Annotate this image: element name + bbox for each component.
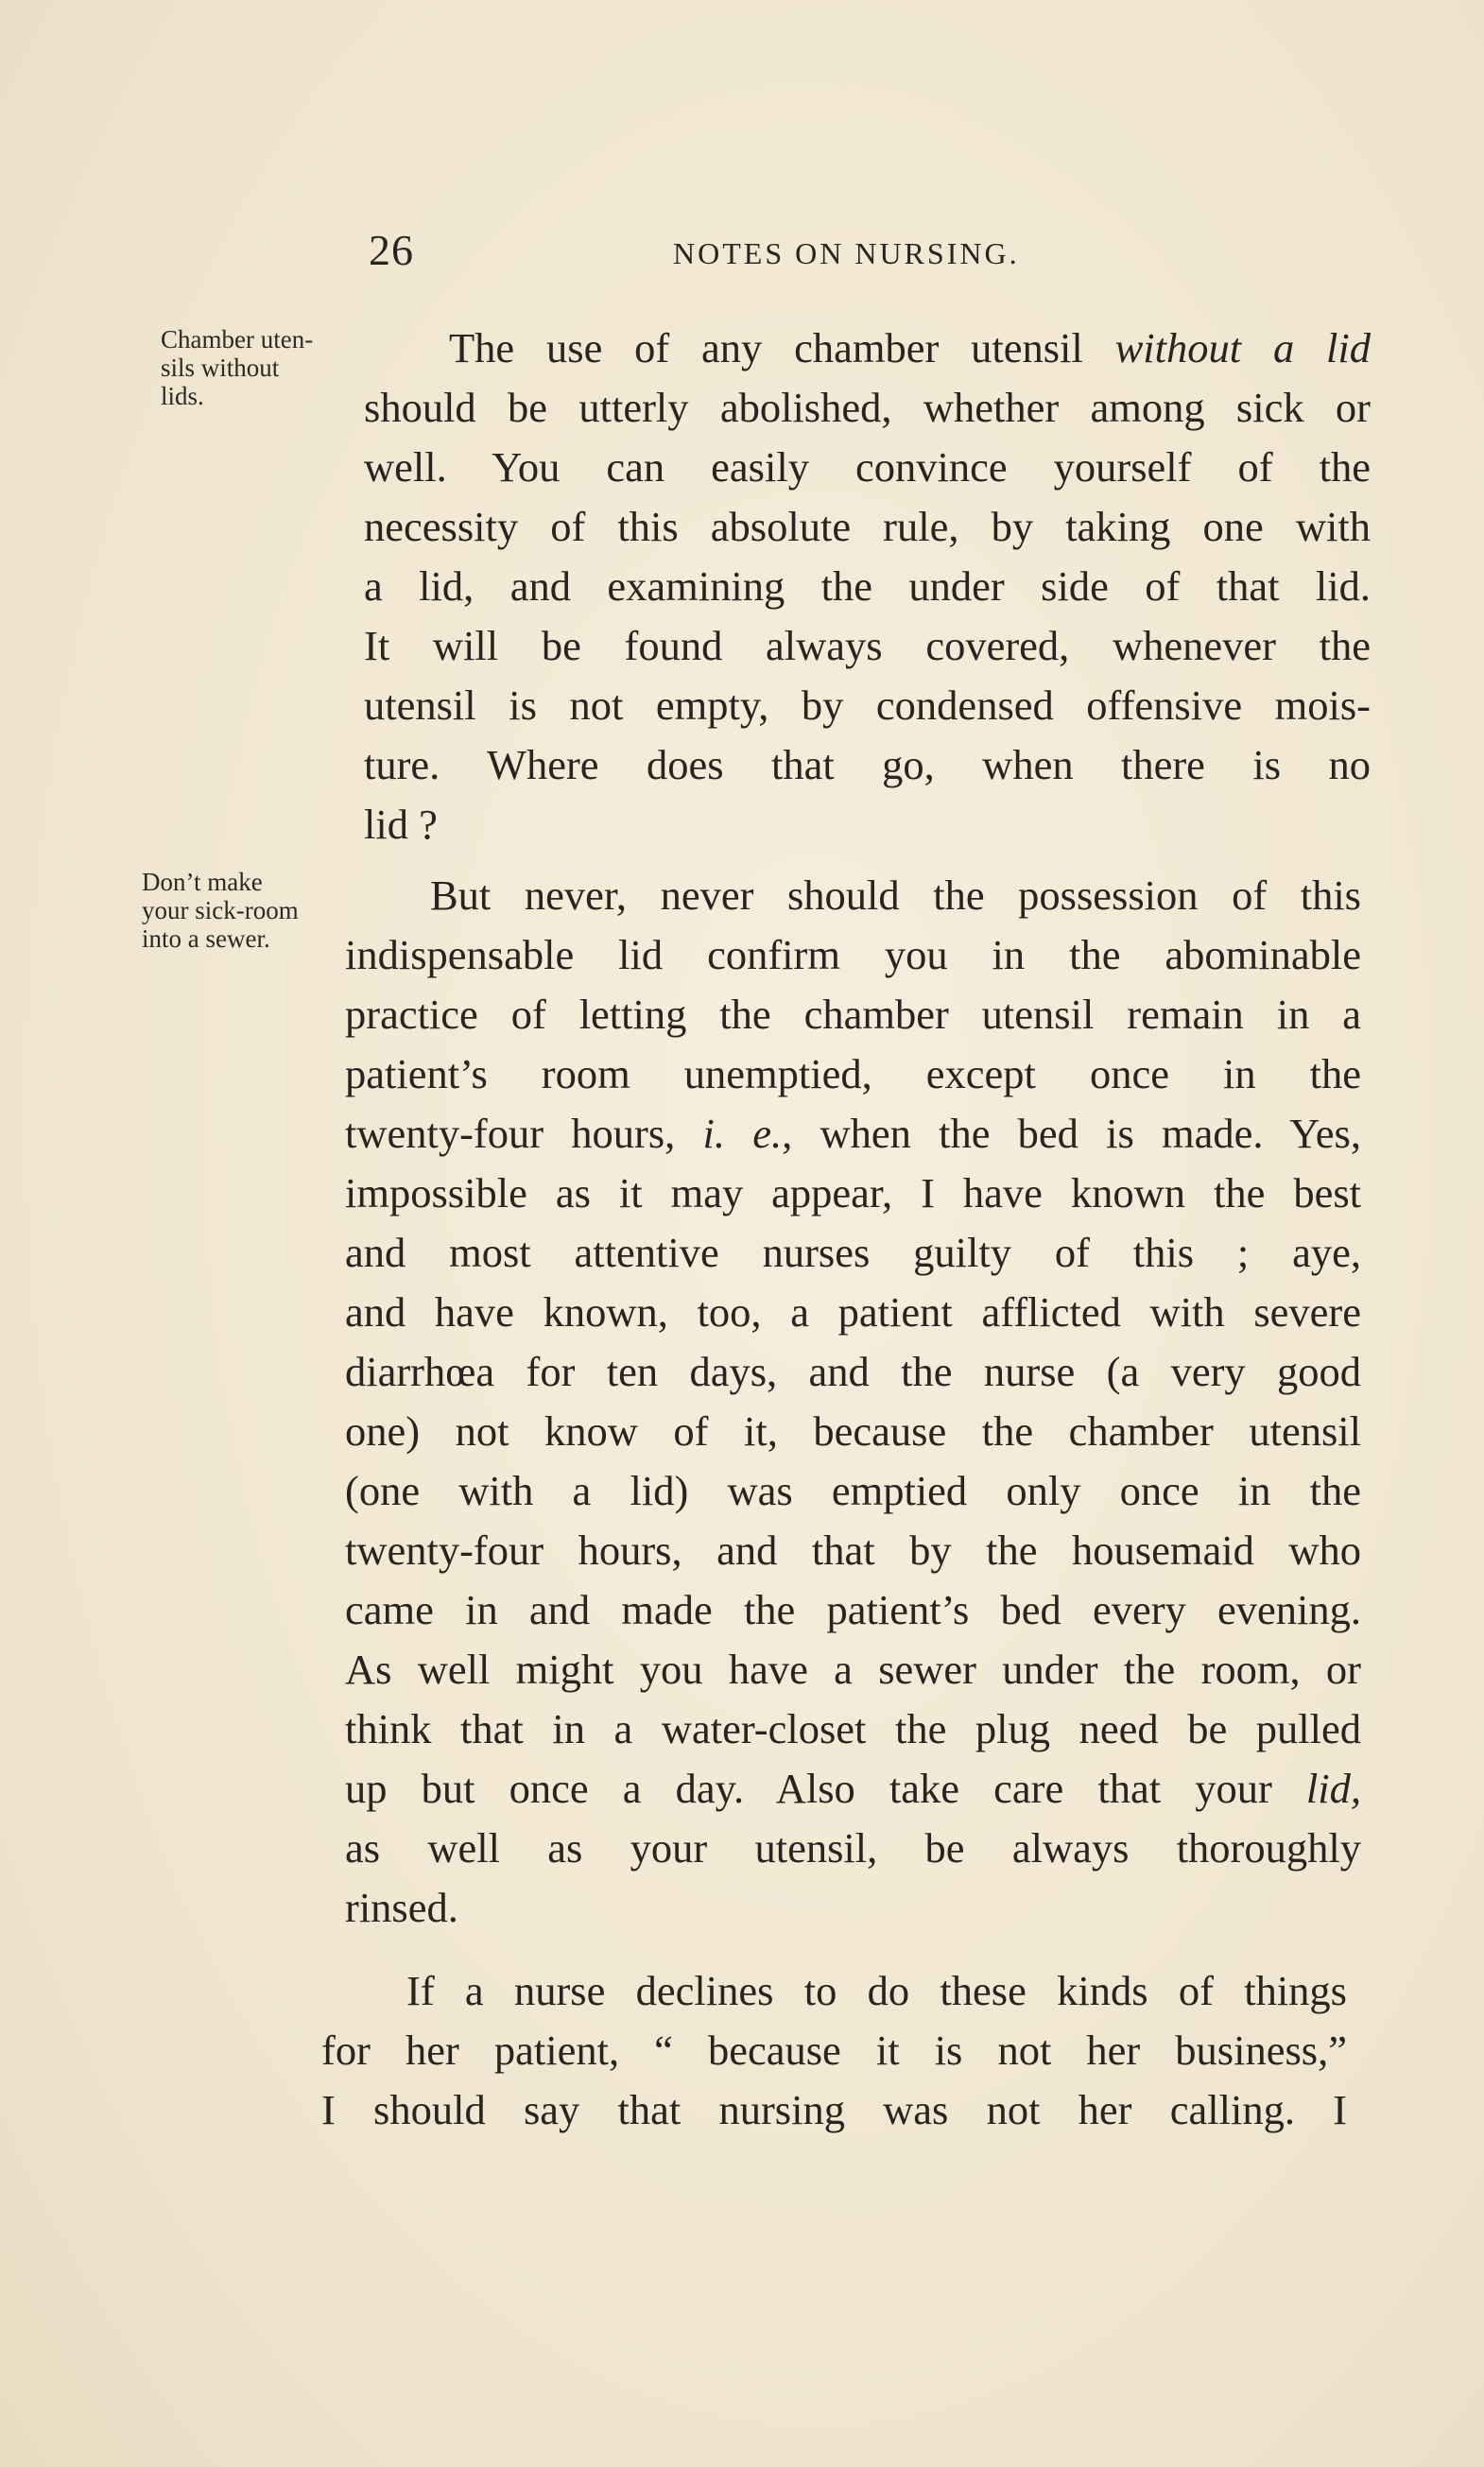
- page-number: 26: [369, 226, 414, 274]
- text-line: [345, 1104, 1361, 1164]
- sidenote-line: lids.: [161, 382, 204, 410]
- text-run: If a nurse declines to do these kinds of things: [406, 1967, 1347, 2014]
- sidenote-line: sils without: [161, 354, 280, 382]
- sidenote-line: your sick-room: [142, 896, 299, 924]
- text-run: one) not know of it, because the chamber utensil: [345, 1407, 1361, 1455]
- text-line: [345, 1461, 1361, 1521]
- italic-text: without a lid: [1114, 324, 1372, 371]
- text-run: rinsed.: [345, 1884, 458, 1931]
- text-run: think that in a water-closet the plug need be pulled: [345, 1705, 1361, 1752]
- text-line: [345, 1521, 1361, 1580]
- running-head: NOTES ON NURSING.: [673, 236, 1020, 270]
- text-run: utensil is not empty, by condensed offensive mois-: [364, 681, 1371, 729]
- text-line: [364, 378, 1371, 438]
- paragraph-nurse-calling: [321, 1961, 1347, 2140]
- sidenote-line: into a sewer.: [142, 924, 270, 953]
- text-line: [345, 1819, 1361, 1878]
- text-run: a lid, and examining the under side of that lid.: [364, 562, 1371, 610]
- text-run: It will be found always covered, whenever the: [364, 622, 1371, 669]
- text-line: [345, 1342, 1361, 1402]
- text-line: [345, 1759, 1361, 1819]
- text-run: As well might you have a sewer under the room, or: [345, 1646, 1361, 1693]
- text-line: [364, 676, 1371, 735]
- italic-text: lid,: [1305, 1765, 1361, 1812]
- text-line: [364, 616, 1371, 676]
- text-line: [345, 985, 1361, 1044]
- text-line: [345, 1580, 1361, 1640]
- text-run: lid ?: [364, 801, 438, 848]
- text-run: impossible as it may appear, I have known the best: [345, 1169, 1361, 1216]
- text-line: [345, 1164, 1361, 1223]
- text-line: [345, 1283, 1361, 1342]
- text-run: The use of any chamber utensil: [449, 324, 1115, 371]
- text-run: twenty-four hours,: [345, 1110, 703, 1157]
- text-line: [364, 557, 1371, 616]
- text-line: [345, 866, 1361, 925]
- text-line: [364, 319, 1371, 378]
- paragraph-possession-lid: [345, 866, 1361, 1938]
- page-header: [0, 225, 1484, 282]
- text-line: [345, 1699, 1361, 1759]
- text-run: ture. Where does that go, when there is no: [364, 741, 1371, 788]
- text-line: [364, 735, 1371, 795]
- text-line: [364, 438, 1371, 497]
- sidenote-sick-room-sewer: [142, 868, 299, 953]
- text-run: diarrhœa for ten days, and the nurse (a very good: [345, 1348, 1361, 1395]
- text-line: [345, 1640, 1361, 1699]
- sidenote-line: Chamber uten-: [161, 325, 314, 354]
- paragraph-lid: [364, 319, 1371, 854]
- text-run: and have known, too, a patient afflicted with severe: [345, 1288, 1361, 1336]
- italic-text: i. e.: [702, 1110, 783, 1157]
- text-run: patient’s room unemptied, except once in the: [345, 1050, 1361, 1097]
- text-run: , when the bed is made. Yes,: [782, 1110, 1361, 1157]
- text-line: [364, 795, 1371, 854]
- text-run: as well as your utensil, be always thoroughly: [345, 1824, 1361, 1872]
- text-line: [345, 1223, 1361, 1283]
- text-line: [345, 1044, 1361, 1104]
- text-line: [364, 497, 1371, 557]
- text-run: indispensable lid confirm you in the abominable: [345, 931, 1361, 978]
- text-run: and most attentive nurses guilty of this ; aye,: [345, 1229, 1361, 1276]
- text-run: should be utterly abolished, whether among sick or: [364, 384, 1371, 431]
- text-line: [321, 1961, 1347, 2021]
- text-run: necessity of this absolute rule, by taking one with: [364, 503, 1371, 550]
- text-run: I should say that nursing was not her calling. I: [321, 2086, 1347, 2133]
- sidenote-chamber-utensils: [161, 325, 313, 410]
- text-run: for her patient, “ because it is not her business,”: [321, 2027, 1347, 2074]
- text-run: up but once a day. Also take care that your: [345, 1765, 1306, 1812]
- text-line: [321, 2080, 1347, 2140]
- text-run: twenty-four hours, and that by the housemaid who: [345, 1527, 1361, 1574]
- text-line: [345, 1402, 1361, 1461]
- text-run: (one with a lid) was emptied only once in the: [345, 1467, 1361, 1514]
- text-run: came in and made the patient’s bed every evening.: [345, 1586, 1361, 1633]
- text-line: [345, 925, 1361, 985]
- text-run: well. You can easily convince yourself of the: [364, 443, 1371, 491]
- text-run: practice of letting the chamber utensil remain in a: [345, 991, 1361, 1038]
- sidenote-line: Don’t make: [142, 868, 263, 896]
- text-run: But never, never should the possession of this: [430, 871, 1361, 919]
- text-line: [321, 2021, 1347, 2080]
- text-line: [345, 1878, 1361, 1938]
